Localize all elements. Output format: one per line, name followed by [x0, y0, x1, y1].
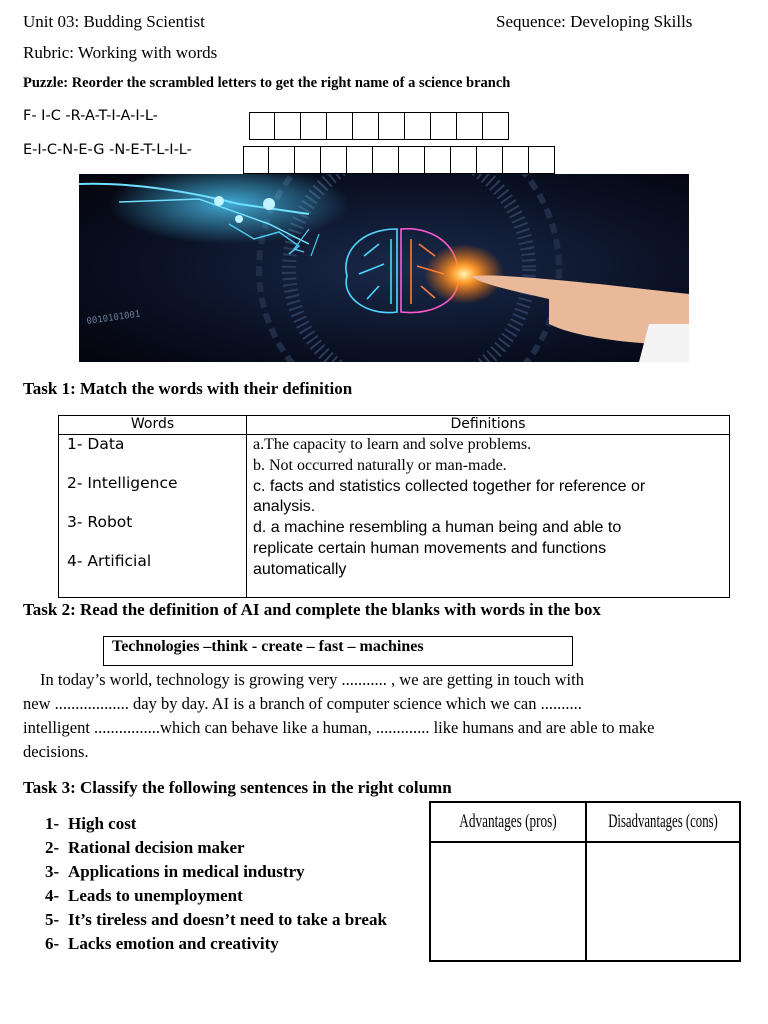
word-1: 1- Data [67, 435, 125, 453]
definition-c-line1: c. facts and statistics collected together for reference or [253, 477, 646, 495]
unit-title: Unit 03: Budding Scientist [23, 12, 205, 31]
list-item: 1- High cost [45, 814, 137, 833]
words-header: Words [59, 416, 247, 435]
paragraph-line-4: decisions. [23, 742, 89, 761]
task1-title: Task 1: Match the words with their definition [23, 379, 353, 398]
rubric-title: Rubric: Working with words [23, 43, 218, 62]
scrambled-word-1: F- I-C -R-A-T-I-A-I-L- [23, 108, 158, 124]
paragraph-line-1: In today’s world, technology is growing very ........... , we are getting in touch with [40, 670, 584, 689]
list-item: 3- Applications in medical industry [45, 862, 305, 881]
word-box: Technologies –think - create – fast – machines [103, 636, 573, 666]
task3-classification-table [429, 801, 741, 962]
answer-boxes-1[interactable] [249, 112, 509, 140]
list-item: 6- Lacks emotion and creativity [45, 934, 279, 953]
task2-title: Task 2: Read the definition of AI and complete the blanks with words in the box [23, 600, 601, 619]
cons-header: Disadvantages (cons) [600, 802, 726, 842]
word-2: 2- Intelligence [67, 474, 178, 492]
paragraph-line-3: intelligent ................which can behave like a human, ............. like humans and are able to make [23, 718, 655, 737]
sequence-title: Sequence: Developing Skills [496, 12, 693, 31]
word-4: 4- Artificial [67, 552, 152, 570]
definition-d-line1: d. a machine resembling a human being and able to [253, 519, 622, 537]
list-item: 2- Rational decision maker [45, 838, 245, 857]
definition-c-line2: analysis. [253, 498, 316, 516]
binary-digits: 0010101001 [86, 309, 142, 327]
task2-paragraph [23, 668, 743, 764]
definition-d-line2: replicate certain human movements and functions [253, 539, 607, 557]
task3-title: Task 3: Classify the following sentences in the right column [23, 778, 452, 797]
cons-cell[interactable] [586, 842, 740, 961]
pros-cell[interactable] [430, 842, 586, 961]
answer-boxes-2[interactable] [243, 146, 555, 174]
list-item: 5- It’s tireless and doesn’t need to take a break [45, 910, 387, 929]
definition-a: a.The capacity to learn and solve problems. [253, 436, 532, 453]
paragraph-line-2: new .................. day by day. AI is a branch of computer science which we can .......... [23, 694, 582, 713]
definitions-header: Definitions [247, 416, 730, 435]
list-item: 4- Leads to unemployment [45, 886, 243, 905]
pros-header: Advantages (pros) [444, 802, 572, 842]
word-3: 3- Robot [67, 513, 133, 531]
task1-table [58, 415, 730, 598]
puzzle-title: Puzzle: Reorder the scrambled letters to get the right name of a science branch [23, 75, 511, 91]
ai-brain-illustration [79, 174, 689, 362]
scrambled-word-2: E-I-C-N-E-G -N-E-T-L-I-L- [23, 142, 192, 158]
task3-sentence-list [45, 812, 387, 956]
definition-d-line3: automatically [253, 560, 347, 578]
definition-b: b. Not occurred naturally or man-made. [253, 456, 507, 474]
